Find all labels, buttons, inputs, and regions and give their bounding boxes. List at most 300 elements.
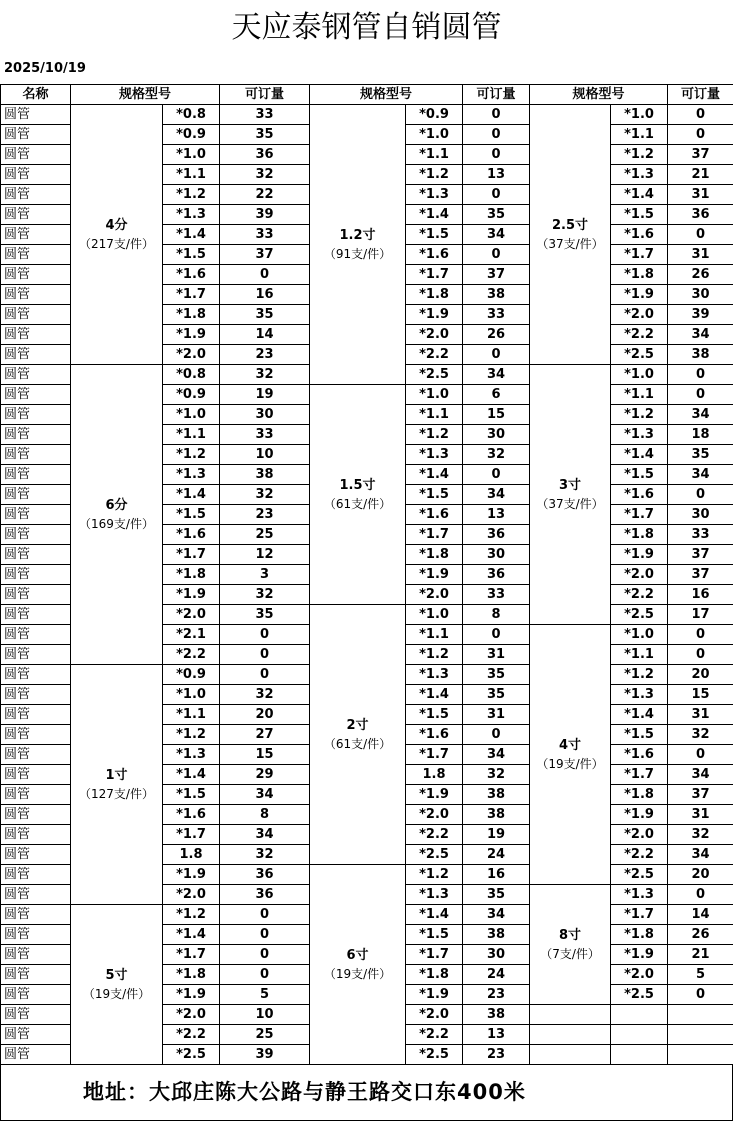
spec-cell: *1.7 — [611, 905, 668, 925]
qty-cell: 39 — [668, 305, 733, 325]
qty-cell: 20 — [668, 865, 733, 885]
row-name: 圆管 — [1, 285, 71, 305]
spec-cell: *2.5 — [611, 985, 668, 1005]
spec-cell: *1.8 — [611, 265, 668, 285]
group-name: 4寸 — [559, 737, 582, 753]
row-name: 圆管 — [1, 425, 71, 445]
row-name: 圆管 — [1, 645, 71, 665]
qty-cell: 39 — [220, 1045, 310, 1065]
header-spec: 规格型号 — [71, 85, 220, 105]
qty-cell: 32 — [463, 445, 530, 465]
spec-cell: *1.5 — [406, 705, 463, 725]
group-caption: （19支/件） — [323, 966, 392, 981]
spec-cell: *1.8 — [406, 965, 463, 985]
qty-cell: 34 — [220, 785, 310, 805]
row-name: 圆管 — [1, 705, 71, 725]
spec-cell: *1.1 — [611, 385, 668, 405]
spec-cell: *1.3 — [406, 885, 463, 905]
group-caption: （91支/件） — [323, 246, 392, 261]
spec-cell: *1.2 — [406, 865, 463, 885]
spec-cell: *1.7 — [163, 945, 220, 965]
qty-cell: 34 — [463, 365, 530, 385]
group-caption: （7支/件） — [540, 946, 600, 961]
spec-cell: *1.0 — [611, 625, 668, 645]
row-name: 圆管 — [1, 885, 71, 905]
qty-cell: 38 — [463, 785, 530, 805]
qty-cell: 22 — [220, 185, 310, 205]
qty-cell: 0 — [668, 885, 733, 905]
row-name: 圆管 — [1, 925, 71, 945]
row-name: 圆管 — [1, 945, 71, 965]
header-spec: 规格型号 — [310, 85, 463, 105]
qty-cell: 0 — [668, 125, 733, 145]
spec-cell: *2.2 — [611, 585, 668, 605]
qty-cell: 15 — [668, 685, 733, 705]
group-caption: （37支/件） — [536, 496, 604, 511]
row-name: 圆管 — [1, 805, 71, 825]
qty-cell: 36 — [463, 565, 530, 585]
spec-cell: *1.0 — [163, 405, 220, 425]
qty-cell: 32 — [463, 765, 530, 785]
qty-cell: 0 — [668, 365, 733, 385]
qty-cell: 30 — [463, 425, 530, 445]
qty-cell: 30 — [668, 505, 733, 525]
qty-cell: 0 — [668, 645, 733, 665]
qty-cell: 13 — [463, 1025, 530, 1045]
spec-cell: *1.4 — [611, 185, 668, 205]
qty-cell: 33 — [220, 425, 310, 445]
qty-cell: 35 — [463, 885, 530, 905]
qty-cell: 0 — [463, 185, 530, 205]
row-name: 圆管 — [1, 185, 71, 205]
row-name: 圆管 — [1, 785, 71, 805]
spec-cell: *1.6 — [163, 525, 220, 545]
row-name: 圆管 — [1, 685, 71, 705]
qty-cell: 38 — [463, 805, 530, 825]
spec-cell: *1.3 — [406, 665, 463, 685]
spec-cell: *1.1 — [406, 405, 463, 425]
group-caption: （169支/件） — [79, 516, 154, 531]
spec-cell: *1.8 — [163, 965, 220, 985]
qty-cell: 0 — [668, 485, 733, 505]
row-name: 圆管 — [1, 745, 71, 765]
spec-cell: *1.8 — [406, 545, 463, 565]
qty-cell: 26 — [668, 925, 733, 945]
qty-cell: 25 — [220, 1025, 310, 1045]
qty-cell: 0 — [220, 925, 310, 945]
qty-cell: 37 — [668, 785, 733, 805]
qty-cell: 32 — [668, 725, 733, 745]
header-qty: 可订量 — [463, 85, 530, 105]
empty-qty-cell — [668, 1005, 733, 1025]
qty-cell: 17 — [668, 605, 733, 625]
spec-cell: *2.0 — [406, 1005, 463, 1025]
spec-cell: *2.5 — [611, 865, 668, 885]
group-label — [71, 905, 163, 1065]
spec-cell: *1.2 — [406, 165, 463, 185]
qty-cell: 16 — [463, 865, 530, 885]
qty-cell: 36 — [668, 205, 733, 225]
spec-cell: *1.7 — [163, 545, 220, 565]
spec-cell: *1.4 — [406, 685, 463, 705]
spec-cell: *1.1 — [163, 425, 220, 445]
spec-cell: *1.4 — [611, 705, 668, 725]
spec-cell: *2.5 — [406, 845, 463, 865]
qty-cell: 26 — [463, 325, 530, 345]
empty-spec-cell — [611, 1025, 668, 1045]
spec-cell: *1.9 — [406, 305, 463, 325]
qty-cell: 35 — [463, 205, 530, 225]
qty-cell: 0 — [668, 745, 733, 765]
row-name: 圆管 — [1, 445, 71, 465]
spec-cell: *1.4 — [406, 905, 463, 925]
qty-cell: 34 — [668, 465, 733, 485]
spec-cell: *2.5 — [611, 345, 668, 365]
spec-cell: *2.2 — [406, 1025, 463, 1045]
qty-cell: 30 — [463, 945, 530, 965]
spec-cell: *2.0 — [611, 565, 668, 585]
qty-cell: 0 — [668, 385, 733, 405]
spec-cell: *1.8 — [163, 305, 220, 325]
row-name: 圆管 — [1, 845, 71, 865]
group-label — [71, 105, 163, 365]
spec-cell: *1.2 — [611, 145, 668, 165]
row-name: 圆管 — [1, 1005, 71, 1025]
qty-cell: 0 — [463, 105, 530, 125]
spec-cell: *2.5 — [406, 1045, 463, 1065]
spec-cell: *1.3 — [163, 745, 220, 765]
spec-cell: *1.0 — [611, 105, 668, 125]
spec-cell: *1.8 — [611, 785, 668, 805]
qty-cell: 35 — [220, 125, 310, 145]
qty-cell: 36 — [220, 885, 310, 905]
qty-cell: 14 — [668, 905, 733, 925]
qty-cell: 16 — [668, 585, 733, 605]
spec-cell: *1.5 — [611, 465, 668, 485]
qty-cell: 23 — [463, 1045, 530, 1065]
qty-cell: 34 — [668, 765, 733, 785]
group-name: 6分 — [105, 497, 128, 513]
row-name: 圆管 — [1, 485, 71, 505]
spec-cell: *1.0 — [406, 385, 463, 405]
qty-cell: 35 — [220, 305, 310, 325]
group-name: 6寸 — [346, 947, 369, 963]
spec-cell: *1.2 — [163, 445, 220, 465]
qty-cell: 34 — [463, 485, 530, 505]
spec-cell: *1.1 — [163, 165, 220, 185]
spec-cell: *1.9 — [406, 985, 463, 1005]
spec-cell: *2.5 — [163, 1045, 220, 1065]
qty-cell: 31 — [668, 185, 733, 205]
group-caption: （37支/件） — [536, 236, 604, 251]
spec-cell: *1.5 — [406, 225, 463, 245]
row-name: 圆管 — [1, 225, 71, 245]
row-name: 圆管 — [1, 125, 71, 145]
qty-cell: 38 — [668, 345, 733, 365]
spec-cell: *1.4 — [163, 765, 220, 785]
row-name: 圆管 — [1, 905, 71, 925]
qty-cell: 34 — [668, 325, 733, 345]
spec-cell: *2.1 — [163, 625, 220, 645]
qty-cell: 3 — [220, 565, 310, 585]
qty-cell: 18 — [668, 425, 733, 445]
qty-cell: 5 — [668, 965, 733, 985]
spec-cell: 1.8 — [163, 845, 220, 865]
header-row — [1, 85, 733, 105]
qty-cell: 37 — [668, 565, 733, 585]
spec-cell: *1.8 — [406, 285, 463, 305]
spec-cell: *1.5 — [163, 245, 220, 265]
spec-cell: *2.0 — [611, 825, 668, 845]
group-label — [310, 865, 406, 1065]
group-label — [530, 365, 611, 625]
spec-cell: *1.7 — [163, 825, 220, 845]
spec-cell: *1.0 — [406, 125, 463, 145]
empty-group-cell — [530, 1045, 611, 1065]
qty-cell: 0 — [668, 625, 733, 645]
row-name: 圆管 — [1, 765, 71, 785]
spec-cell: *1.2 — [611, 665, 668, 685]
spec-cell: *1.6 — [406, 505, 463, 525]
spec-cell: *1.5 — [611, 725, 668, 745]
qty-cell: 0 — [463, 345, 530, 365]
spec-cell: *1.4 — [406, 465, 463, 485]
qty-cell: 12 — [220, 545, 310, 565]
qty-cell: 38 — [463, 1005, 530, 1025]
qty-cell: 0 — [668, 225, 733, 245]
row-name: 圆管 — [1, 545, 71, 565]
qty-cell: 32 — [220, 585, 310, 605]
spec-cell: *1.4 — [406, 205, 463, 225]
qty-cell: 27 — [220, 725, 310, 745]
spec-cell: *1.2 — [163, 725, 220, 745]
qty-cell: 26 — [668, 265, 733, 285]
qty-cell: 19 — [463, 825, 530, 845]
spec-cell: *1.8 — [611, 925, 668, 945]
spec-cell: *1.9 — [611, 545, 668, 565]
qty-cell: 16 — [220, 285, 310, 305]
qty-cell: 31 — [463, 705, 530, 725]
qty-cell: 33 — [668, 525, 733, 545]
qty-cell: 34 — [463, 225, 530, 245]
spec-cell: *1.6 — [611, 485, 668, 505]
qty-cell: 30 — [668, 285, 733, 305]
spec-cell: *2.2 — [406, 825, 463, 845]
qty-cell: 0 — [463, 465, 530, 485]
row-name: 圆管 — [1, 985, 71, 1005]
row-name: 圆管 — [1, 505, 71, 525]
spec-cell: *2.0 — [406, 805, 463, 825]
qty-cell: 0 — [463, 145, 530, 165]
spec-cell: *1.5 — [163, 785, 220, 805]
qty-cell: 8 — [220, 805, 310, 825]
address-footer — [0, 1064, 733, 1121]
spec-cell: *1.3 — [611, 425, 668, 445]
row-name: 圆管 — [1, 1025, 71, 1045]
spec-cell: *2.0 — [406, 585, 463, 605]
spec-cell: *1.0 — [163, 685, 220, 705]
row-name: 圆管 — [1, 865, 71, 885]
spec-cell: *1.7 — [611, 765, 668, 785]
qty-cell: 5 — [220, 985, 310, 1005]
spec-cell: *1.1 — [611, 645, 668, 665]
qty-cell: 21 — [668, 945, 733, 965]
spec-cell: *1.1 — [611, 125, 668, 145]
spec-cell: *1.9 — [406, 565, 463, 585]
row-name: 圆管 — [1, 665, 71, 685]
spec-cell: *1.1 — [163, 705, 220, 725]
spec-cell: *1.5 — [406, 925, 463, 945]
qty-cell: 10 — [220, 1005, 310, 1025]
qty-cell: 35 — [668, 445, 733, 465]
row-name: 圆管 — [1, 525, 71, 545]
row-name: 圆管 — [1, 405, 71, 425]
qty-cell: 10 — [220, 445, 310, 465]
spec-cell: *1.7 — [611, 245, 668, 265]
empty-spec-cell — [611, 1005, 668, 1025]
qty-cell: 0 — [220, 625, 310, 645]
spec-cell: *1.0 — [611, 365, 668, 385]
row-name: 圆管 — [1, 245, 71, 265]
qty-cell: 13 — [463, 165, 530, 185]
group-label — [530, 105, 611, 365]
table-row — [1, 105, 733, 125]
group-label — [310, 385, 406, 605]
group-name: 1.5寸 — [339, 477, 376, 493]
spec-cell: *1.3 — [611, 165, 668, 185]
qty-cell: 32 — [220, 165, 310, 185]
spec-cell: *1.1 — [406, 145, 463, 165]
group-caption: （19支/件） — [82, 986, 151, 1001]
group-name: 8寸 — [559, 927, 582, 943]
row-name: 圆管 — [1, 265, 71, 285]
spec-cell: *1.9 — [163, 585, 220, 605]
row-name: 圆管 — [1, 145, 71, 165]
spec-cell: *1.7 — [406, 745, 463, 765]
group-name: 1寸 — [105, 767, 128, 783]
group-caption: （19支/件） — [536, 756, 604, 771]
spec-cell: *1.7 — [406, 265, 463, 285]
qty-cell: 29 — [220, 765, 310, 785]
qty-cell: 31 — [668, 245, 733, 265]
qty-cell: 34 — [668, 845, 733, 865]
spec-cell: *0.8 — [163, 105, 220, 125]
spec-cell: *1.3 — [611, 885, 668, 905]
qty-cell: 32 — [220, 485, 310, 505]
spec-cell: *1.6 — [406, 245, 463, 265]
spec-cell: *1.3 — [163, 205, 220, 225]
group-label — [71, 665, 163, 905]
inventory-table — [0, 84, 733, 1065]
qty-cell: 37 — [220, 245, 310, 265]
qty-cell: 15 — [463, 405, 530, 425]
qty-cell: 20 — [668, 665, 733, 685]
row-name: 圆管 — [1, 1045, 71, 1065]
spec-cell: *2.5 — [406, 365, 463, 385]
qty-cell: 37 — [668, 545, 733, 565]
qty-cell: 34 — [463, 745, 530, 765]
qty-cell: 24 — [463, 845, 530, 865]
spec-cell: *0.9 — [163, 125, 220, 145]
row-name: 圆管 — [1, 605, 71, 625]
qty-cell: 38 — [463, 925, 530, 945]
qty-cell: 13 — [463, 505, 530, 525]
qty-cell: 0 — [220, 265, 310, 285]
spec-cell: *2.2 — [611, 845, 668, 865]
group-label — [530, 625, 611, 885]
group-caption: （217支/件） — [79, 236, 154, 251]
qty-cell: 32 — [220, 365, 310, 385]
spec-cell: *2.5 — [611, 605, 668, 625]
qty-cell: 35 — [220, 605, 310, 625]
qty-cell: 0 — [220, 945, 310, 965]
empty-spec-cell — [611, 1045, 668, 1065]
spec-cell: *1.9 — [611, 805, 668, 825]
group-name: 4分 — [105, 217, 128, 233]
row-name: 圆管 — [1, 465, 71, 485]
spec-cell: *2.2 — [611, 325, 668, 345]
spec-cell: *2.0 — [163, 885, 220, 905]
qty-cell: 34 — [220, 825, 310, 845]
qty-cell: 38 — [463, 285, 530, 305]
qty-cell: 15 — [220, 745, 310, 765]
row-name: 圆管 — [1, 165, 71, 185]
qty-cell: 34 — [668, 405, 733, 425]
spec-cell: *0.9 — [163, 665, 220, 685]
qty-cell: 33 — [220, 225, 310, 245]
spec-cell: *2.0 — [163, 1005, 220, 1025]
spec-cell: *1.2 — [611, 405, 668, 425]
spec-cell: *1.5 — [406, 485, 463, 505]
qty-cell: 24 — [463, 965, 530, 985]
spec-cell: *1.4 — [163, 925, 220, 945]
spec-cell: *2.2 — [163, 1025, 220, 1045]
spec-cell: *1.9 — [611, 945, 668, 965]
spec-cell: *2.0 — [611, 305, 668, 325]
row-name: 圆管 — [1, 105, 71, 125]
qty-cell: 30 — [220, 405, 310, 425]
spec-cell: *1.6 — [611, 745, 668, 765]
group-caption: （61支/件） — [323, 496, 392, 511]
row-name: 圆管 — [1, 205, 71, 225]
group-name: 1.2寸 — [339, 227, 376, 243]
spec-cell: *1.7 — [163, 285, 220, 305]
spec-cell: *1.1 — [406, 625, 463, 645]
spec-cell: *1.9 — [406, 785, 463, 805]
row-name: 圆管 — [1, 725, 71, 745]
qty-cell: 33 — [220, 105, 310, 125]
qty-cell: 23 — [220, 505, 310, 525]
header-name: 名称 — [1, 85, 71, 105]
group-name: 2寸 — [346, 717, 369, 733]
qty-cell: 23 — [220, 345, 310, 365]
spec-cell: *2.2 — [163, 645, 220, 665]
spec-cell: *1.7 — [406, 525, 463, 545]
qty-cell: 14 — [220, 325, 310, 345]
qty-cell: 0 — [463, 625, 530, 645]
qty-cell: 31 — [463, 645, 530, 665]
spec-cell: *1.8 — [611, 525, 668, 545]
spec-cell: *1.9 — [163, 325, 220, 345]
group-name: 3寸 — [559, 477, 582, 493]
spec-cell: *1.0 — [163, 145, 220, 165]
empty-qty-cell — [668, 1045, 733, 1065]
qty-cell: 34 — [463, 905, 530, 925]
row-name: 圆管 — [1, 825, 71, 845]
spec-cell: *1.3 — [406, 445, 463, 465]
empty-qty-cell — [668, 1025, 733, 1045]
spec-cell: *1.4 — [163, 485, 220, 505]
